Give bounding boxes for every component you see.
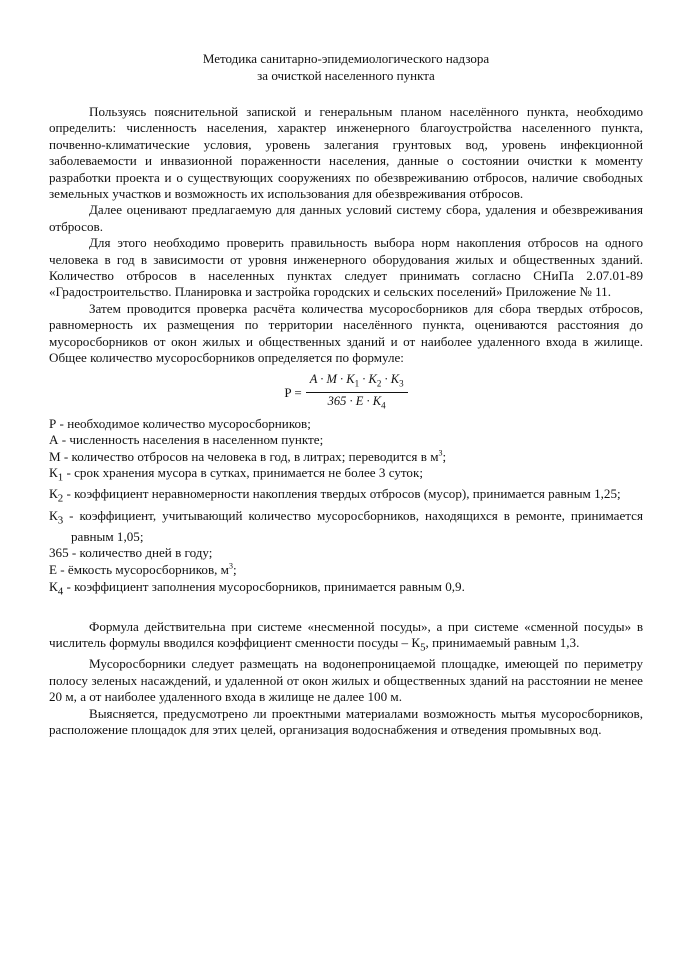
paragraph-6: Мусоросборники следует размещать на водонепроницаемой площадке, имеющей по периметру полосу зеленых насаждений, и удаленной от окон жилых и общественных зданий на расстоянии не менее 20 м, а от наиболее удаленного входа в жилище не далее 100 м. <box>49 656 643 705</box>
definition-365 <box>49 545 643 562</box>
definition-k3 <box>49 508 643 546</box>
definition-sub: 3 <box>57 514 64 527</box>
definition-sub: 4 <box>57 585 64 598</box>
definition-symbol: К <box>49 578 58 594</box>
definition-text: ; <box>232 562 237 578</box>
definition-symbol: К <box>49 486 58 502</box>
paragraph-5 <box>49 619 643 656</box>
paragraph-5-tail: , принимаемый равным 1,3. <box>425 635 580 651</box>
definition-symbol: К <box>49 465 58 481</box>
definition-text: - коэффициент неравномерности накопления твердых отбросов (мусор), принимается равным 1,25; <box>63 486 621 502</box>
title-line-2: за очисткой населенного пункта <box>257 68 435 83</box>
definition-sup: 3 <box>228 561 233 571</box>
document-title <box>49 50 643 84</box>
definition-symbol: К <box>49 507 58 523</box>
paragraph-2: Далее оценивают предлагаемую для данных условий систему сбора, удаления и обезвреживания отбросов. <box>49 202 643 234</box>
definition-text: Е - ёмкость мусоросборников, м <box>49 562 229 578</box>
paragraph-7: Выясняется, предусмотрено ли проектными материалами возможность мытья мусоросборников, расположение площадок для этих целей, организация водоснабжения и отведения промывных вод. <box>49 705 643 737</box>
definition-text: А - численность населения в населенном пункте; <box>49 432 324 448</box>
numerator-sub-1: 1 <box>354 378 360 388</box>
paragraph-5-sub: 5 <box>420 641 426 654</box>
definition-text: М - количество отбросов на человека в год, в литрах; переводится в м <box>49 448 439 464</box>
definition-k2 <box>49 486 643 507</box>
definition-text: - коэффициент, учитывающий количество мусоросборников, находящихся в ремонте, принимается равным 1,05; <box>63 507 643 544</box>
numerator-sub-3: 3 <box>399 378 404 388</box>
definition-text: 365 - количество дней в году; <box>49 545 213 561</box>
definition-text: - срок хранения мусора в сутках, принимается не более 3 суток; <box>63 465 423 481</box>
definition-sup: 3 <box>438 448 443 458</box>
formula-lhs: P = <box>284 384 302 400</box>
paragraph-5-text: Формула действительна при системе «несменной посуды», а при системе «сменной посуды» в числитель формулы вводился коэффициент сменности посуды – К <box>49 618 643 651</box>
numerator-part: · K <box>381 371 400 386</box>
paragraph-4: Затем проводится проверка расчёта количества мусоросборников для сбора твердых отбросов, равномерность их размещения по территории населённого пункта, оцениваются расстояния до мусоросборников от окон жилых и общественных зданий и от наиболее удаленного входа в жилище. Общее количество мусоросборников определяется по формуле: <box>49 300 643 366</box>
definition-text: ; <box>442 448 447 464</box>
definition-sub: 2 <box>57 493 64 506</box>
definition-a <box>49 432 643 449</box>
paragraph-3: Для этого необходимо проверить правильность выбора норм накопления отбросов на одного человека в год в зависимости от уровня инженерного оборудования жилых и общественных зданий. Количество отбросов в населенных пунктах следует принимать согласно СНиПа 2.07.01-89 «Градостроительство. Планировка и застройка городских и сельских поселений» Приложение № 11. <box>49 235 643 300</box>
definitions-list <box>49 416 643 600</box>
denominator-sub-4: 4 <box>381 400 386 411</box>
formula-numerator <box>306 372 408 394</box>
numerator-part: A · M · K <box>309 371 355 386</box>
formula-fraction <box>306 372 408 414</box>
definition-sub: 1 <box>57 471 64 484</box>
definition-k4 <box>49 579 643 600</box>
formula <box>49 372 643 414</box>
denominator-part: 365 · E · K <box>327 394 382 408</box>
definition-text: - коэффициент заполнения мусоросборников, принимается равным 0,9. <box>63 578 465 594</box>
definition-m <box>49 449 643 466</box>
definition-e <box>49 562 643 579</box>
spacer <box>49 600 643 619</box>
definition-p <box>49 416 643 433</box>
numerator-sub-2: 2 <box>376 378 382 388</box>
definition-text: Р - необходимое количество мусоросборников; <box>49 415 311 431</box>
title-line-1: Методика санитарно-эпидемиологического надзора <box>202 51 490 66</box>
definition-k1 <box>49 465 643 486</box>
numerator-part: · K <box>359 371 377 386</box>
formula-denominator <box>324 393 390 414</box>
paragraph-1: Пользуясь пояснительной запиской и генеральным планом населённого пункта, необходимо определить: численность населения, характер инженерного благоустройства населенного пункта, почвенно-климатические условия, уровень залегания грунтовых вод, уровень инфекционной заболеваемости и инвазионной пораженности населения, данные о состоянии очистки к моменту разработки проекта и о существующих сооружениях по обезвреживанию отбросов, наличие свободных земельных участков и возможность их использования для обезвреживания отбросов. <box>49 104 643 202</box>
